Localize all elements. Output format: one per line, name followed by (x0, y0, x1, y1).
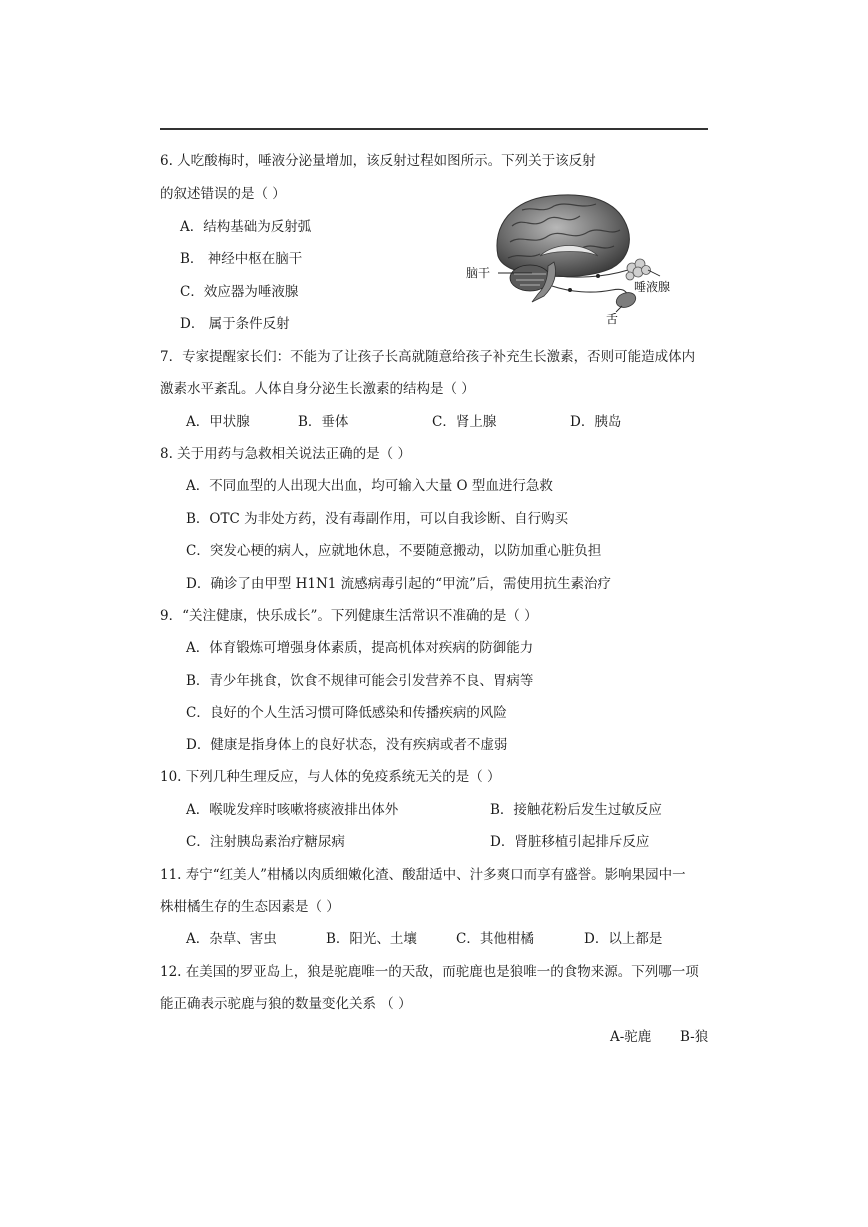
q11-stem-line-1: 11. 寿宁“红美人”柑橘以肉质细嫩化渣、酸甜适中、汁多爽口而享有盛誉。影响果园中一 (160, 867, 686, 883)
q11-option-c[interactable]: C．其他柑橘 (456, 931, 534, 947)
q10-stem: 10. 下列几种生理反应，与人体的免疫系统无关的是（ ） (160, 769, 501, 785)
q8-stem: 8. 关于用药与急救相关说法正确的是（ ） (160, 446, 411, 462)
q11-stem-line-2: 株柑橘生存的生态因素是（ ） (160, 899, 340, 915)
q10-option-c[interactable]: C．注射胰岛素治疗糖尿病 (186, 834, 345, 850)
header-rule (160, 128, 708, 130)
q9-option-a[interactable]: A．体育锻炼可增强身体素质，提高机体对疾病的防御能力 (186, 640, 534, 656)
q8-option-c[interactable]: C．突发心梗的病人，应就地休息，不要随意搬动，以防加重心脏负担 (186, 543, 602, 559)
q8-option-b[interactable]: B．OTC 为非处方药，没有毒副作用，可以自我诊断、自行购买 (186, 511, 569, 527)
label-salivary-gland: 唾液腺 (634, 280, 671, 294)
q11-option-b[interactable]: B．阳光、土壤 (326, 931, 417, 947)
q12-stem-line-1: 12. 在美国的罗亚岛上，狼是驼鹿唯一的天敌，而驼鹿也是狼唯一的食物来源。下列哪一项 (160, 964, 699, 980)
q8-option-a[interactable]: A．不同血型的人出现大出血，均可输入大量 O 型血进行急救 (186, 478, 553, 494)
reflex-arc-figure (462, 186, 684, 326)
q7-stem-line-2: 激素水平紊乱。人体自身分泌生长激素的结构是（ ） (160, 381, 475, 397)
q8-option-d[interactable]: D．确诊了由甲型 H1N1 流感病毒引起的“甲流”后，需使用抗生素治疗 (186, 576, 611, 592)
q12-legend-a: A-驼鹿 (610, 1029, 652, 1045)
q9-option-b[interactable]: B．青少年挑食，饮食不规律可能会引发营养不良、胃病等 (186, 673, 534, 689)
q11-option-d[interactable]: D．以上都是 (584, 931, 663, 947)
label-brainstem: 脑干 (466, 266, 491, 280)
q9-option-c[interactable]: C．良好的个人生活习惯可降低感染和传播疾病的风险 (186, 705, 507, 721)
brain-illustration (462, 186, 684, 326)
q6-stem-line-1: 6. 人吃酸梅时，唾液分泌量增加，该反射过程如图所示。下列关于该反射 (160, 153, 596, 169)
q7-option-c[interactable]: C．肾上腺 (432, 414, 497, 430)
q6-stem-line-2: 的叙述错误的是（ ） (160, 186, 286, 202)
q10-option-d[interactable]: D．肾脏移植引起排斥反应 (490, 834, 650, 850)
q10-option-b[interactable]: B．接触花粉后发生过敏反应 (490, 802, 662, 818)
label-tongue: 舌 (606, 312, 619, 326)
q11-option-a[interactable]: A．杂草、害虫 (186, 931, 277, 947)
q9-option-d[interactable]: D．健康是指身体上的良好状态，没有疾病或者不虚弱 (186, 737, 508, 753)
q7-option-d[interactable]: D．胰岛 (570, 414, 622, 430)
q7-option-b[interactable]: B．垂体 (298, 414, 349, 430)
q12-stem-line-2: 能正确表示驼鹿与狼的数量变化关系 （ ） (160, 996, 412, 1012)
q7-option-a[interactable]: A．甲状腺 (186, 414, 250, 430)
q12-legend-b: B-狼 (680, 1029, 709, 1045)
q7-stem-line-1: 7．专家提醒家长们：不能为了让孩子长高就随意给孩子补充生长激素，否则可能造成体内 (160, 349, 696, 365)
q6-option-d[interactable]: D． 属于条件反射 (180, 316, 290, 332)
q6-option-b[interactable]: B． 神经中枢在脑干 (180, 251, 303, 267)
q6-option-a[interactable]: A．结构基础为反射弧 (180, 219, 312, 235)
q10-option-a[interactable]: A．喉咙发痒时咳嗽将痰液排出体外 (186, 802, 399, 818)
salivary-gland-drawing (626, 259, 651, 280)
q6-option-c[interactable]: C．效应器为唾液腺 (180, 284, 299, 300)
q9-stem: 9．“关注健康，快乐成长”。下列健康生活常识不准确的是（ ） (160, 608, 538, 624)
